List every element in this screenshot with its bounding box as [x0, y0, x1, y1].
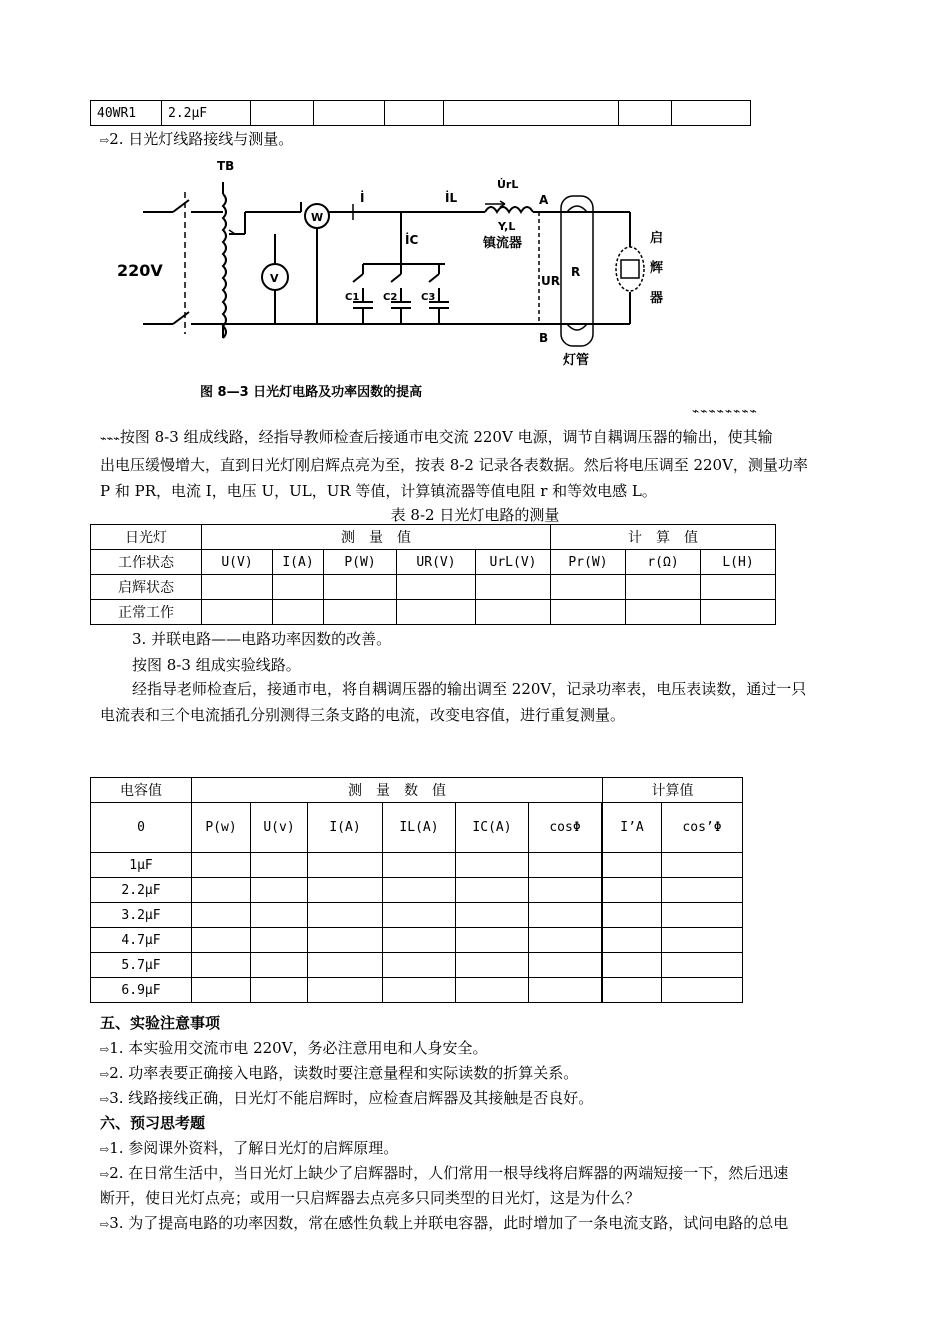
table-row: [91, 903, 743, 928]
row-label: 5.7μF: [91, 953, 192, 978]
row-label: 正常工作: [91, 600, 202, 625]
note-item: ⇨1. 本实验用交流市电 220V，务必注意用电和人身安全。: [100, 1039, 488, 1057]
table-row: [91, 600, 776, 625]
row-label: 6.9μF: [91, 978, 192, 1003]
label-url: U̇rL: [497, 178, 519, 191]
cell: 40WR1: [91, 101, 162, 126]
label-ic: İC: [405, 233, 419, 247]
table-header: 日光灯: [91, 525, 202, 550]
label-c1: C1: [345, 292, 360, 303]
svg-text:启: 启: [650, 231, 664, 246]
question-item-continued: 断开，使日光灯点亮；或用一只启辉器去点亮多只同类型的日光灯，这是为什么？: [100, 1189, 641, 1207]
decorative-glyphs: ⌁⌁⌁: [100, 432, 120, 445]
top-table: [90, 100, 751, 126]
section-2-heading: ⇨2. 日光灯线路接线与测量。: [100, 130, 294, 148]
capacitor-table: [90, 777, 743, 1003]
table-header: Pr(W): [551, 550, 626, 575]
label-w: W: [311, 211, 324, 224]
table-row: [91, 978, 743, 1003]
label-b: B: [539, 331, 549, 345]
svg-text:器: 器: [650, 291, 664, 306]
label-c3: C3: [421, 292, 436, 303]
cell: [619, 101, 672, 126]
label-yl: Y,L: [498, 220, 516, 233]
section-3-line-1: 按图 8-3 组成实验线路。: [132, 656, 301, 674]
svg-text:辉: 辉: [650, 261, 664, 276]
table-header: 测 量 值: [202, 525, 551, 550]
section-5-title: 五、实验注意事项: [100, 1014, 221, 1032]
table-row: [91, 575, 776, 600]
table-8-2-title: 表 8-2 日光灯电路的测量: [390, 506, 560, 524]
table-header: I(A): [308, 803, 383, 853]
section-3-heading: 3. 并联电路——电路功率因数的改善。: [132, 630, 392, 648]
cell: [251, 101, 314, 126]
table-header: cosΦ: [529, 803, 602, 853]
cell: 2.2μF: [162, 101, 251, 126]
label-tb: TB: [217, 159, 235, 173]
label-il: İL: [445, 191, 458, 205]
cell: [672, 101, 751, 126]
table-header: r(Ω): [626, 550, 701, 575]
question-item: ⇨3. 为了提高电路的功率因数，常在感性负载上并联电容器，此时增加了一条电流支路，试问电路的总电: [100, 1214, 789, 1232]
note-item: ⇨3. 线路接线正确，日光灯不能启辉时，应检查启辉器及其接触是否良好。: [100, 1089, 594, 1107]
table-header: U(V): [202, 550, 273, 575]
table-header: U(v): [251, 803, 308, 853]
circuit-figure: [105, 152, 664, 407]
label-c2: C2: [383, 292, 398, 303]
row-label: 启辉状态: [91, 575, 202, 600]
row-label: 3.2μF: [91, 903, 192, 928]
label-v: V: [270, 272, 279, 285]
label-r: R: [571, 265, 581, 279]
table-header: 0: [91, 803, 192, 853]
row-label: 4.7μF: [91, 928, 192, 953]
table-header: P(W): [324, 550, 397, 575]
cell: [314, 101, 385, 126]
row-label: 1μF: [91, 853, 192, 878]
label-220v: 220V: [117, 261, 163, 280]
table-header: UrL(V): [476, 550, 551, 575]
table-header: L(H): [701, 550, 776, 575]
table-header: 计 算 值: [551, 525, 776, 550]
note-item: ⇨2. 功率表要正确接入电路，读数时要注意量程和实际读数的折算关系。: [100, 1064, 579, 1082]
table-row: [91, 928, 743, 953]
table-header: IC(A): [456, 803, 529, 853]
table-header: UR(V): [397, 550, 476, 575]
question-item: ⇨2. 在日常生活中，当日光灯上缺少了启辉器时，人们常用一根导线将启辉器的两端短接一下，然后迅速: [100, 1164, 789, 1182]
question-item: ⇨1. 参阅课外资料，了解日光灯的启辉原理。: [100, 1139, 399, 1157]
table-row: [91, 953, 743, 978]
table-header: IL(A): [383, 803, 456, 853]
label-tube: 灯管: [563, 353, 590, 368]
table-row: [91, 853, 743, 878]
table-header: 计算值: [603, 778, 743, 803]
section-3-paragraph: 经指导老师检查后，接通市电，将自耦调压器的输出调至 220V，记录功率表，电压表读数，通过一只 电流表和三个电流插孔分别测得三条支路的电流，改变电容值，进行重复测量。: [100, 680, 807, 724]
table-header: I(A): [273, 550, 324, 575]
table-header: cos’Φ: [662, 803, 743, 853]
cell: [385, 101, 444, 126]
row-label: 2.2μF: [91, 878, 192, 903]
label-ur: UR: [541, 274, 560, 288]
table-header: 电容值: [91, 778, 192, 803]
figure-caption: 图 8—3 日光灯电路及功率因数的提高: [200, 385, 423, 400]
label-ballast: 镇流器: [483, 236, 523, 251]
decorative-glyphs: ⌁⌁⌁⌁⌁⌁⌁⌁: [692, 404, 758, 418]
table-row: [91, 878, 743, 903]
table-header: I’A: [603, 803, 662, 853]
table-header: 工作状态: [91, 550, 202, 575]
label-i: İ: [360, 191, 365, 205]
section-6-title: 六、预习思考题: [100, 1114, 206, 1132]
label-a: A: [539, 193, 549, 207]
table-8-2: [90, 524, 776, 625]
table-header: P(w): [192, 803, 251, 853]
paragraph-1: ⌁⌁⌁按图 8-3 组成线路，经指导教师检查后接通市电交流 220V 电源，调节自耦调压器的输出，使其输 出电压缓慢增大，直到日光灯刚启辉点亮为至，按表 8-2 记录各表数据。然后将电压调至 220V，测量功率 P 和 PR，电流 I，电压 U，UL，UR 等值，计算镇流器等值电阻 r 和等效电感 L。: [100, 428, 808, 500]
table-header: 测 量 数 值: [192, 778, 603, 803]
cell: [444, 101, 619, 126]
